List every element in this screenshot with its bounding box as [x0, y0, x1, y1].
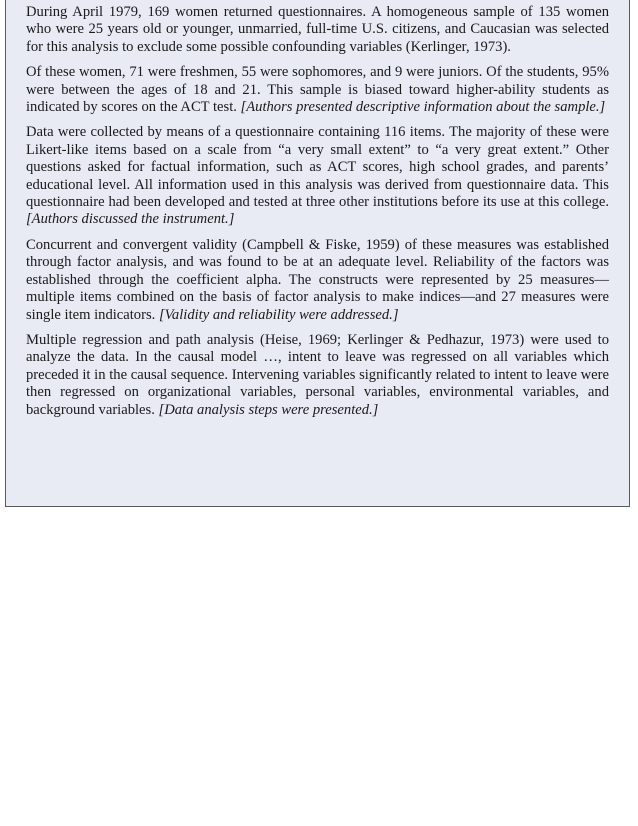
paragraph-demographics	[26, 64, 609, 116]
paragraph-instrument-text: Data were collected by means of a questionnaire containing 116 items. The majority of these were Likert-like items based on a scale from “a very small extent” to “a very great extent.” Other questions asked for factual information, such as ACT scores, high school grades, and parents’ educational level. All information used in this analysis was derived from questionnaire data. This questionnaire had been developed and tested at three other institutions before its use at this college.	[26, 124, 609, 211]
annotation-validity: [Validity and reliability were addressed.]	[158, 306, 399, 323]
paragraph-demographics-text: Of these women, 71 were freshmen, 55 were sophomores, and 9 were juniors. Of the students, 95% were between the ages of 18 and 21. This sample is biased toward higher-ability students as indicated by scores on the ACT test.	[26, 64, 609, 116]
annotation-instrument: [Authors discussed the instrument.]	[26, 211, 235, 228]
excerpt-box	[5, 0, 630, 507]
paragraph-analysis	[26, 332, 609, 419]
paragraph-validity-text: Concurrent and convergent validity (Campbell & Fiske, 1959) of these measures was established through factor analysis, and was found to be at an adequate level. Reliability of the factors was established through the coefficient alpha. The constructs were represented by 25 measures—multiple items combined on the basis of factor analysis to make indices—and 27 measures were single item indicators.	[26, 236, 609, 323]
paragraph-sample	[26, 4, 609, 56]
annotation-descriptive-info: [Authors presented descriptive information about the sample.]	[240, 99, 606, 116]
paragraph-analysis-text: Multiple regression and path analysis (Heise, 1969; Kerlinger & Pedhazur, 1973) were used to analyze the data. In the causal model …, intent to leave was regressed on all variables which preceded it in the causal sequence. Intervening variables significantly related to intent to leave were then regressed on organizational variables, personal variables, environmental variables, and background variables.	[26, 331, 609, 418]
paragraph-validity	[26, 237, 609, 324]
paragraph-sample-text: During April 1979, 169 women returned questionnaires. A homogeneous sample of 135 women who were 25 years old or younger, unmarried, full-time U.S. citizens, and Caucasian was selected for this analysis to exclude some possible confounding variables (Kerlinger, 1973).	[26, 4, 609, 55]
paragraph-instrument	[26, 124, 609, 228]
annotation-analysis: [Data analysis steps were presented.]	[158, 401, 379, 418]
